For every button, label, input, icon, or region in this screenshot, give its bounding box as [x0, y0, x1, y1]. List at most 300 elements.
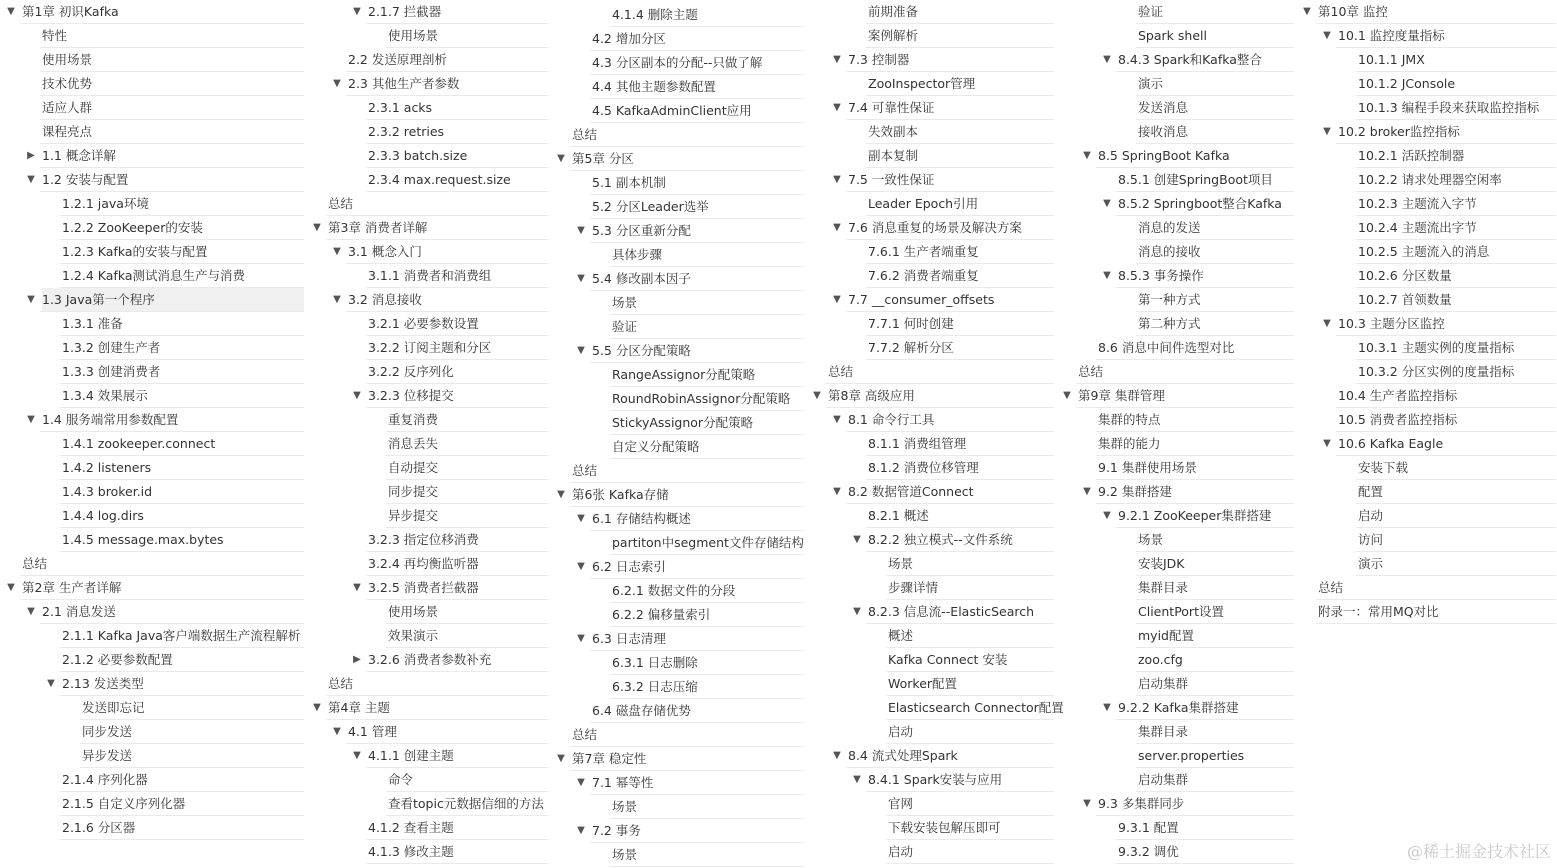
tree-node[interactable]	[306, 360, 548, 384]
tree-node[interactable]	[306, 552, 548, 576]
tree-node[interactable]	[550, 315, 804, 339]
tree-node[interactable]	[1056, 240, 1294, 264]
caret-right-icon[interactable]: ▶	[353, 654, 361, 665]
tree-node[interactable]	[550, 363, 804, 387]
tree-node-label: 7.6.2 消费者端重复	[868, 268, 979, 283]
tree-node-label: 1.3.3 创建消费者	[62, 364, 161, 379]
caret-down-icon[interactable]: ▼	[1323, 30, 1331, 41]
caret-down-icon[interactable]: ▼	[577, 345, 585, 356]
tree-node[interactable]	[1296, 24, 1556, 48]
tree-node-label: 8.5.1 创建SpringBoot项目	[1118, 172, 1273, 187]
tree-node-label: 9.3.1 配置	[1118, 820, 1179, 835]
tree-node[interactable]	[1056, 600, 1294, 624]
caret-down-icon[interactable]: ▼	[577, 561, 585, 572]
tree-node[interactable]	[550, 171, 804, 195]
tree-node[interactable]	[1056, 792, 1294, 816]
tree-node[interactable]	[806, 120, 1054, 144]
tree-node[interactable]	[550, 531, 804, 555]
tree-node[interactable]	[0, 144, 304, 168]
tree-node[interactable]	[806, 264, 1054, 288]
tree-node[interactable]	[806, 360, 1054, 384]
tree-node-label: 异步提交	[388, 508, 439, 523]
tree-node[interactable]	[1056, 144, 1294, 168]
tree-node-label: 6.3 日志清理	[592, 631, 666, 646]
tree-node[interactable]	[306, 816, 548, 840]
tree-node-label: Spark shell	[1138, 28, 1207, 43]
tree-node[interactable]	[306, 144, 548, 168]
caret-down-icon[interactable]: ▼	[333, 246, 341, 257]
tree-node[interactable]	[806, 216, 1054, 240]
tree-node[interactable]	[1296, 432, 1556, 456]
tree-node[interactable]	[806, 504, 1054, 528]
tree-node[interactable]	[806, 384, 1054, 408]
tree-node[interactable]	[550, 123, 804, 147]
tree-node-label: 场景	[612, 847, 638, 862]
tree-node[interactable]	[1056, 696, 1294, 720]
tree-node[interactable]	[550, 699, 804, 723]
tree-node[interactable]	[0, 528, 304, 552]
tree-node[interactable]	[306, 456, 548, 480]
tree-node[interactable]	[806, 720, 1054, 744]
tree-node[interactable]	[1056, 168, 1294, 192]
caret-down-icon[interactable]: ▼	[833, 102, 841, 113]
tree-node[interactable]	[306, 720, 548, 744]
tree-node[interactable]	[550, 267, 804, 291]
tree-node[interactable]	[1056, 384, 1294, 408]
tree-node-label: 10.4 生产者监控指标	[1338, 388, 1458, 403]
caret-down-icon[interactable]: ▼	[833, 414, 841, 425]
tree-node[interactable]	[806, 192, 1054, 216]
tree-node-label: 2.1.4 序列化器	[62, 772, 148, 787]
caret-down-icon[interactable]: ▼	[7, 582, 15, 593]
tree-node[interactable]	[806, 816, 1054, 840]
tree-node[interactable]	[1056, 288, 1294, 312]
tree-node[interactable]	[0, 96, 304, 120]
caret-down-icon[interactable]: ▼	[853, 774, 861, 785]
tree-node[interactable]	[806, 240, 1054, 264]
tree-node[interactable]	[1296, 192, 1556, 216]
tree-node-label: 9.3 多集群同步	[1098, 796, 1185, 811]
tree-node[interactable]	[0, 552, 304, 576]
caret-down-icon[interactable]: ▼	[1083, 150, 1091, 161]
tree-node[interactable]	[806, 96, 1054, 120]
tree-node[interactable]	[550, 291, 804, 315]
tree-node[interactable]	[550, 243, 804, 267]
tree-node[interactable]	[806, 744, 1054, 768]
tree-node-label: 6.2 日志索引	[592, 559, 666, 574]
tree-node[interactable]	[306, 288, 548, 312]
tree-node[interactable]	[0, 792, 304, 816]
caret-down-icon[interactable]: ▼	[313, 222, 321, 233]
tree-node[interactable]	[306, 696, 548, 720]
tree-node[interactable]	[550, 675, 804, 699]
tree-node[interactable]	[550, 387, 804, 411]
caret-down-icon[interactable]: ▼	[1103, 270, 1111, 281]
tree-node[interactable]	[306, 48, 548, 72]
caret-down-icon[interactable]: ▼	[833, 54, 841, 65]
tree-node[interactable]	[306, 96, 548, 120]
tree-node[interactable]	[806, 600, 1054, 624]
tree-node[interactable]	[1056, 552, 1294, 576]
row-divider	[366, 863, 548, 864]
tree-node[interactable]	[1296, 528, 1556, 552]
caret-down-icon[interactable]: ▼	[833, 750, 841, 761]
tree-node-label: 第1章 初识Kafka	[22, 4, 119, 19]
tree-node[interactable]	[806, 768, 1054, 792]
tree-node[interactable]	[1056, 720, 1294, 744]
tree-node[interactable]	[0, 48, 304, 72]
tree-node[interactable]	[306, 24, 548, 48]
caret-down-icon[interactable]: ▼	[1063, 390, 1071, 401]
tree-node[interactable]	[550, 747, 804, 771]
tree-node[interactable]	[1056, 816, 1294, 840]
tree-node[interactable]	[1056, 480, 1294, 504]
tree-node[interactable]	[0, 768, 304, 792]
caret-down-icon[interactable]: ▼	[853, 606, 861, 617]
tree-node[interactable]	[1296, 408, 1556, 432]
caret-down-icon[interactable]: ▼	[333, 726, 341, 737]
tree-node[interactable]	[0, 360, 304, 384]
tree-node-label: 总结	[328, 196, 354, 211]
tree-node[interactable]	[1056, 192, 1294, 216]
tree-node[interactable]	[550, 507, 804, 531]
tree-node[interactable]	[306, 840, 548, 864]
caret-down-icon[interactable]: ▼	[833, 222, 841, 233]
tree-node-label: 集群的特点	[1098, 412, 1161, 427]
tree-node[interactable]	[1296, 552, 1556, 576]
tree-node[interactable]	[806, 312, 1054, 336]
tree-node[interactable]	[0, 696, 304, 720]
tree-node[interactable]	[1296, 0, 1556, 24]
tree-node[interactable]	[1296, 216, 1556, 240]
tree-node[interactable]	[1056, 432, 1294, 456]
tree-node[interactable]	[1296, 600, 1556, 624]
caret-down-icon[interactable]: ▼	[1083, 486, 1091, 497]
tree-node[interactable]	[806, 144, 1054, 168]
caret-down-icon[interactable]: ▼	[27, 294, 35, 305]
tree-node-label: 具体步骤	[612, 247, 663, 262]
tree-node[interactable]	[0, 336, 304, 360]
tree-node[interactable]	[550, 339, 804, 363]
tree-node[interactable]	[1296, 336, 1556, 360]
caret-down-icon[interactable]: ▼	[577, 825, 585, 836]
tree-node[interactable]	[1056, 48, 1294, 72]
caret-down-icon[interactable]: ▼	[27, 174, 35, 185]
tree-node[interactable]	[0, 576, 304, 600]
tree-node[interactable]	[1296, 576, 1556, 600]
tree-node-label: 1.3 Java第一个程序	[42, 288, 304, 312]
caret-down-icon[interactable]: ▼	[353, 6, 361, 17]
tree-node-label: 10.2.3 主题流入字节	[1358, 196, 1477, 211]
tree-node[interactable]	[306, 792, 548, 816]
tree-node-label: 使用场景	[388, 28, 439, 43]
tree-node[interactable]	[1296, 168, 1556, 192]
tree-node[interactable]	[1296, 504, 1556, 528]
caret-down-icon[interactable]: ▼	[813, 390, 821, 401]
tree-node-label: 6.2.2 偏移量索引	[612, 607, 711, 622]
tree-node[interactable]	[1056, 264, 1294, 288]
tree-node[interactable]	[806, 528, 1054, 552]
tree-node[interactable]	[806, 0, 1054, 24]
tree-node[interactable]	[1056, 624, 1294, 648]
caret-down-icon[interactable]: ▼	[333, 294, 341, 305]
caret-down-icon[interactable]: ▼	[577, 225, 585, 236]
tree-node[interactable]	[306, 0, 548, 24]
tree-node[interactable]	[1056, 24, 1294, 48]
tree-node[interactable]	[1056, 744, 1294, 768]
tree-node[interactable]	[306, 600, 548, 624]
tree-node-label: 总结	[828, 364, 854, 379]
tree-node[interactable]	[306, 384, 548, 408]
tree-node[interactable]	[306, 192, 548, 216]
tree-node[interactable]	[550, 219, 804, 243]
tree-node[interactable]	[550, 819, 804, 843]
caret-down-icon[interactable]: ▼	[577, 633, 585, 644]
tree-node-label: 1.4 服务端常用参数配置	[42, 412, 179, 427]
caret-down-icon[interactable]: ▼	[1103, 54, 1111, 65]
caret-down-icon[interactable]: ▼	[557, 489, 565, 500]
caret-down-icon[interactable]: ▼	[577, 273, 585, 284]
tree-node[interactable]	[0, 192, 304, 216]
caret-down-icon[interactable]: ▼	[27, 606, 35, 617]
tree-node[interactable]	[306, 312, 548, 336]
tree-node[interactable]	[1296, 456, 1556, 480]
tree-node[interactable]	[806, 672, 1054, 696]
tree-node[interactable]	[306, 672, 548, 696]
tree-node[interactable]	[1056, 456, 1294, 480]
tree-node[interactable]	[0, 648, 304, 672]
tree-node[interactable]	[306, 72, 548, 96]
tree-node-label: 4.3 分区副本的分配--只做了解	[592, 55, 763, 70]
tree-node[interactable]	[306, 768, 548, 792]
tree-node[interactable]	[0, 312, 304, 336]
tree-node[interactable]	[1296, 384, 1556, 408]
tree-node[interactable]	[1056, 528, 1294, 552]
caret-down-icon[interactable]: ▼	[1323, 318, 1331, 329]
tree-node[interactable]	[806, 24, 1054, 48]
tree-node[interactable]	[0, 480, 304, 504]
caret-down-icon[interactable]: ▼	[1323, 438, 1331, 449]
tree-node[interactable]	[1296, 312, 1556, 336]
tree-node[interactable]	[1056, 216, 1294, 240]
tree-node[interactable]	[0, 240, 304, 264]
tree-node[interactable]	[1296, 288, 1556, 312]
tree-node[interactable]	[550, 147, 804, 171]
tree-node[interactable]	[306, 240, 548, 264]
tree-node[interactable]	[806, 576, 1054, 600]
tree-node[interactable]	[806, 432, 1054, 456]
tree-node[interactable]	[1296, 240, 1556, 264]
caret-down-icon[interactable]: ▼	[853, 534, 861, 545]
tree-node[interactable]	[1056, 0, 1294, 24]
tree-node[interactable]	[550, 27, 804, 51]
caret-right-icon[interactable]: ▶	[27, 150, 35, 161]
caret-down-icon[interactable]: ▼	[1323, 126, 1331, 137]
tree-node[interactable]	[0, 408, 304, 432]
tree-node[interactable]	[1296, 360, 1556, 384]
tree-node[interactable]	[550, 483, 804, 507]
tree-node[interactable]	[806, 648, 1054, 672]
tree-node[interactable]	[806, 840, 1054, 864]
tree-node[interactable]	[1296, 144, 1556, 168]
tree-node[interactable]	[550, 795, 804, 819]
tree-node[interactable]	[1296, 48, 1556, 72]
tree-node[interactable]	[0, 672, 304, 696]
caret-down-icon[interactable]: ▼	[47, 678, 55, 689]
tree-node[interactable]	[550, 579, 804, 603]
tree-node[interactable]	[550, 627, 804, 651]
tree-node[interactable]	[1296, 72, 1556, 96]
tree-node[interactable]	[306, 576, 548, 600]
caret-down-icon[interactable]: ▼	[313, 702, 321, 713]
caret-down-icon[interactable]: ▼	[1083, 798, 1091, 809]
tree-node[interactable]	[0, 0, 304, 24]
caret-down-icon[interactable]: ▼	[7, 6, 15, 17]
tree-node[interactable]	[550, 99, 804, 123]
caret-down-icon[interactable]: ▼	[577, 513, 585, 524]
tree-node[interactable]	[0, 264, 304, 288]
tree-node-label: 3.2.4 再均衡监听器	[368, 556, 479, 571]
tree-node[interactable]	[806, 336, 1054, 360]
tree-node[interactable]	[0, 288, 304, 312]
tree-node-label: 查看topic元数据信细的方法	[388, 796, 544, 811]
tree-node-label: 1.2.3 Kafka的安装与配置	[62, 244, 208, 259]
tree-node[interactable]	[0, 72, 304, 96]
tree-node[interactable]	[806, 72, 1054, 96]
tree-node[interactable]	[1056, 408, 1294, 432]
tree-node[interactable]	[550, 843, 804, 867]
tree-node-label: 下载安装包解压即可	[888, 820, 1001, 835]
tree-node-label: 异步发送	[82, 748, 133, 763]
tree-node[interactable]	[806, 408, 1054, 432]
tree-node[interactable]	[1056, 96, 1294, 120]
tree-node[interactable]	[1056, 672, 1294, 696]
caret-down-icon[interactable]: ▼	[833, 174, 841, 185]
tree-node[interactable]	[306, 624, 548, 648]
tree-node[interactable]	[0, 624, 304, 648]
tree-node[interactable]	[306, 216, 548, 240]
tree-node[interactable]	[1056, 120, 1294, 144]
caret-down-icon[interactable]: ▼	[557, 753, 565, 764]
tree-node-label: 效果演示	[388, 628, 439, 643]
tree-node[interactable]	[806, 456, 1054, 480]
tree-node[interactable]	[306, 744, 548, 768]
tree-node[interactable]	[550, 51, 804, 75]
tree-node[interactable]	[806, 624, 1054, 648]
tree-node[interactable]	[550, 555, 804, 579]
tree-node[interactable]	[0, 216, 304, 240]
tree-node[interactable]	[1056, 336, 1294, 360]
tree-node[interactable]	[306, 432, 548, 456]
tree-node-label: RoundRobinAssignor分配策略	[612, 391, 791, 406]
tree-node[interactable]	[806, 792, 1054, 816]
tree-node-label: 场景	[1138, 532, 1164, 547]
tree-node[interactable]	[1056, 72, 1294, 96]
tree-node[interactable]	[1056, 576, 1294, 600]
tree-node[interactable]	[806, 696, 1064, 720]
caret-down-icon[interactable]: ▼	[333, 78, 341, 89]
tree-node[interactable]	[306, 648, 548, 672]
tree-node[interactable]	[550, 411, 804, 435]
tree-node[interactable]	[806, 168, 1054, 192]
tree-node[interactable]	[0, 816, 304, 840]
tree-node[interactable]	[550, 459, 804, 483]
tree-node[interactable]	[1056, 504, 1294, 528]
tree-node[interactable]	[0, 120, 304, 144]
caret-down-icon[interactable]: ▼	[27, 414, 35, 425]
tree-node[interactable]	[306, 120, 548, 144]
tree-node-label: 消息的发送	[1138, 220, 1201, 235]
tree-node[interactable]	[0, 456, 304, 480]
tree-node[interactable]	[550, 3, 804, 27]
tree-node[interactable]	[1056, 360, 1294, 384]
tree-node[interactable]	[1056, 312, 1294, 336]
tree-node[interactable]	[550, 75, 804, 99]
caret-down-icon[interactable]: ▼	[833, 294, 841, 305]
caret-down-icon[interactable]: ▼	[1103, 510, 1111, 521]
caret-down-icon[interactable]: ▼	[1103, 702, 1111, 713]
tree-node[interactable]	[550, 603, 804, 627]
tree-node[interactable]	[0, 504, 304, 528]
tree-node[interactable]	[306, 528, 548, 552]
tree-node[interactable]	[0, 24, 304, 48]
caret-down-icon[interactable]: ▼	[577, 777, 585, 788]
tree-node[interactable]	[0, 720, 304, 744]
caret-down-icon[interactable]: ▼	[353, 390, 361, 401]
tree-node[interactable]	[306, 408, 548, 432]
tree-node[interactable]	[1056, 648, 1294, 672]
tree-node[interactable]	[0, 600, 304, 624]
tree-node[interactable]	[806, 288, 1054, 312]
tree-node[interactable]	[0, 744, 304, 768]
caret-down-icon[interactable]: ▼	[353, 750, 361, 761]
tree-node[interactable]	[1296, 480, 1556, 504]
tree-node[interactable]	[1296, 96, 1556, 120]
caret-down-icon[interactable]: ▼	[557, 153, 565, 164]
tree-node[interactable]	[550, 435, 804, 459]
tree-node[interactable]	[1296, 120, 1556, 144]
tree-node[interactable]	[806, 552, 1054, 576]
tree-node[interactable]	[0, 432, 304, 456]
tree-node[interactable]	[550, 195, 804, 219]
tree-node[interactable]	[306, 264, 548, 288]
tree-node[interactable]	[1056, 840, 1294, 864]
tree-node[interactable]	[306, 480, 548, 504]
tree-node[interactable]	[550, 723, 804, 747]
tree-node-label: 第一种方式	[1138, 292, 1201, 307]
tree-node[interactable]	[306, 336, 548, 360]
tree-node[interactable]	[306, 168, 548, 192]
tree-node-label: 验证	[612, 319, 638, 334]
tree-node[interactable]	[0, 384, 304, 408]
tree-node[interactable]	[0, 168, 304, 192]
tree-node-label: 7.7.1 何时创建	[868, 316, 954, 331]
caret-down-icon[interactable]: ▼	[1103, 198, 1111, 209]
tree-node[interactable]	[806, 480, 1054, 504]
tree-node[interactable]	[1296, 264, 1556, 288]
tree-node-label: 总结	[572, 463, 598, 478]
tree-node[interactable]	[550, 771, 804, 795]
tree-node[interactable]	[806, 48, 1054, 72]
tree-node[interactable]	[306, 504, 548, 528]
caret-down-icon[interactable]: ▼	[1303, 6, 1311, 17]
tree-node[interactable]	[550, 651, 804, 675]
tree-node-label: 演示	[1358, 556, 1384, 571]
caret-down-icon[interactable]: ▼	[833, 486, 841, 497]
tree-node[interactable]	[1056, 768, 1294, 792]
caret-down-icon[interactable]: ▼	[353, 582, 361, 593]
tree-node-label: 3.1.1 消费者和消费组	[368, 268, 492, 283]
